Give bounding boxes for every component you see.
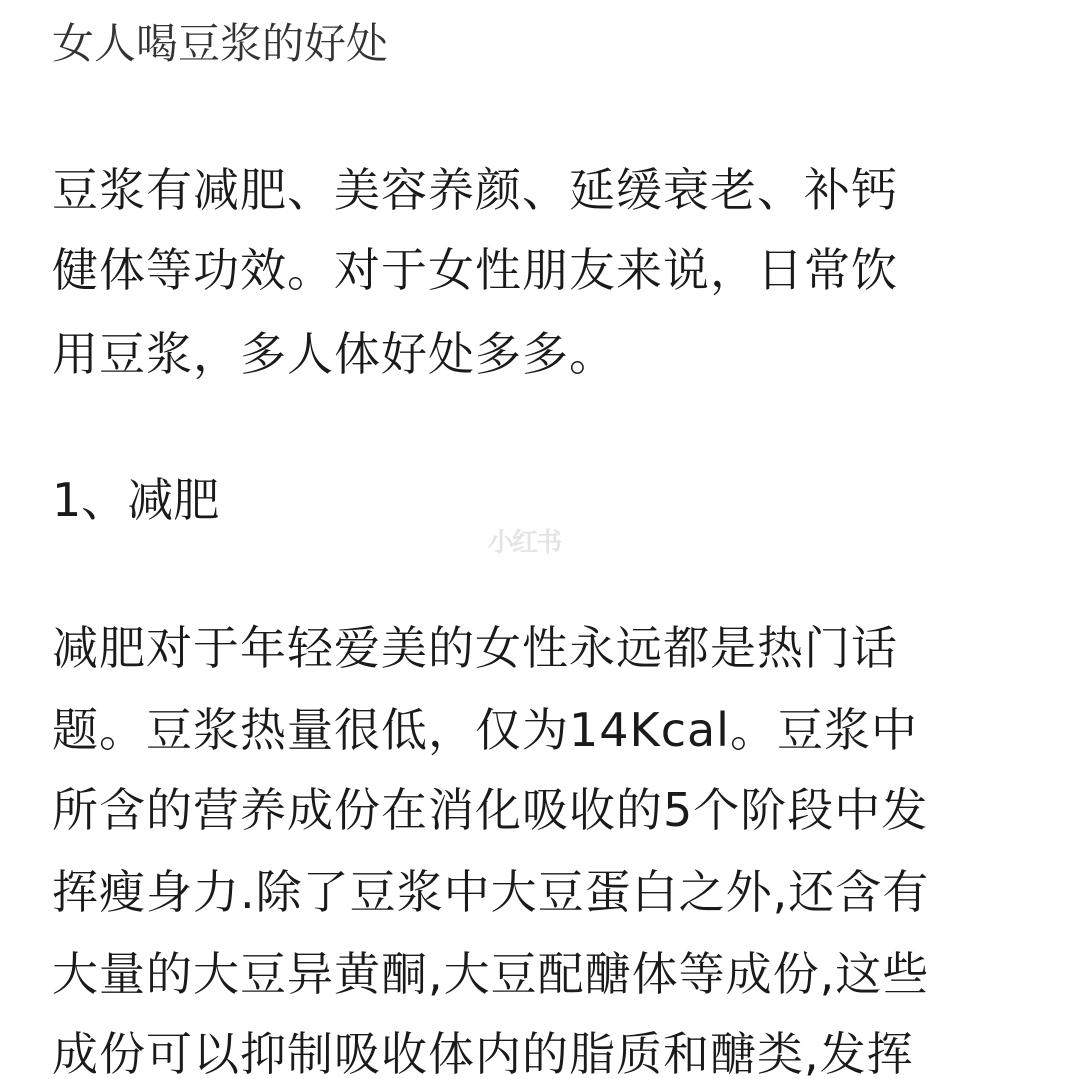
intro-line: 用豆浆，多人体好处多多。 [52,327,616,381]
section-heading: 1、减肥 [52,473,220,527]
article-title: 女人喝豆浆的好处 [52,19,389,68]
body-line: 所含的营养成份在消化吸收的5个阶段中发 [52,783,929,837]
intro-line: 健体等功效。对于女性朋友来说，日常饮 [52,243,898,297]
intro-line: 豆浆有减肥、美容养颜、延缓衰老、补钙 [52,163,898,217]
body-line: 减肥对于年轻爱美的女性永远都是热门话 [52,621,898,675]
body-line: 挥瘦身力.除了豆浆中大豆蛋白之外,还含有 [52,865,930,919]
watermark-logo: 小红书 [488,528,561,558]
body-line: 大量的大豆异黄酮,大豆配醣体等成份,这些 [52,947,930,1001]
body-line: 成份可以抑制吸收体内的脂质和醣类,发挥 [52,1027,914,1079]
body-line: 题。豆浆热量很低，仅为14Kcal。豆浆中 [52,703,918,757]
